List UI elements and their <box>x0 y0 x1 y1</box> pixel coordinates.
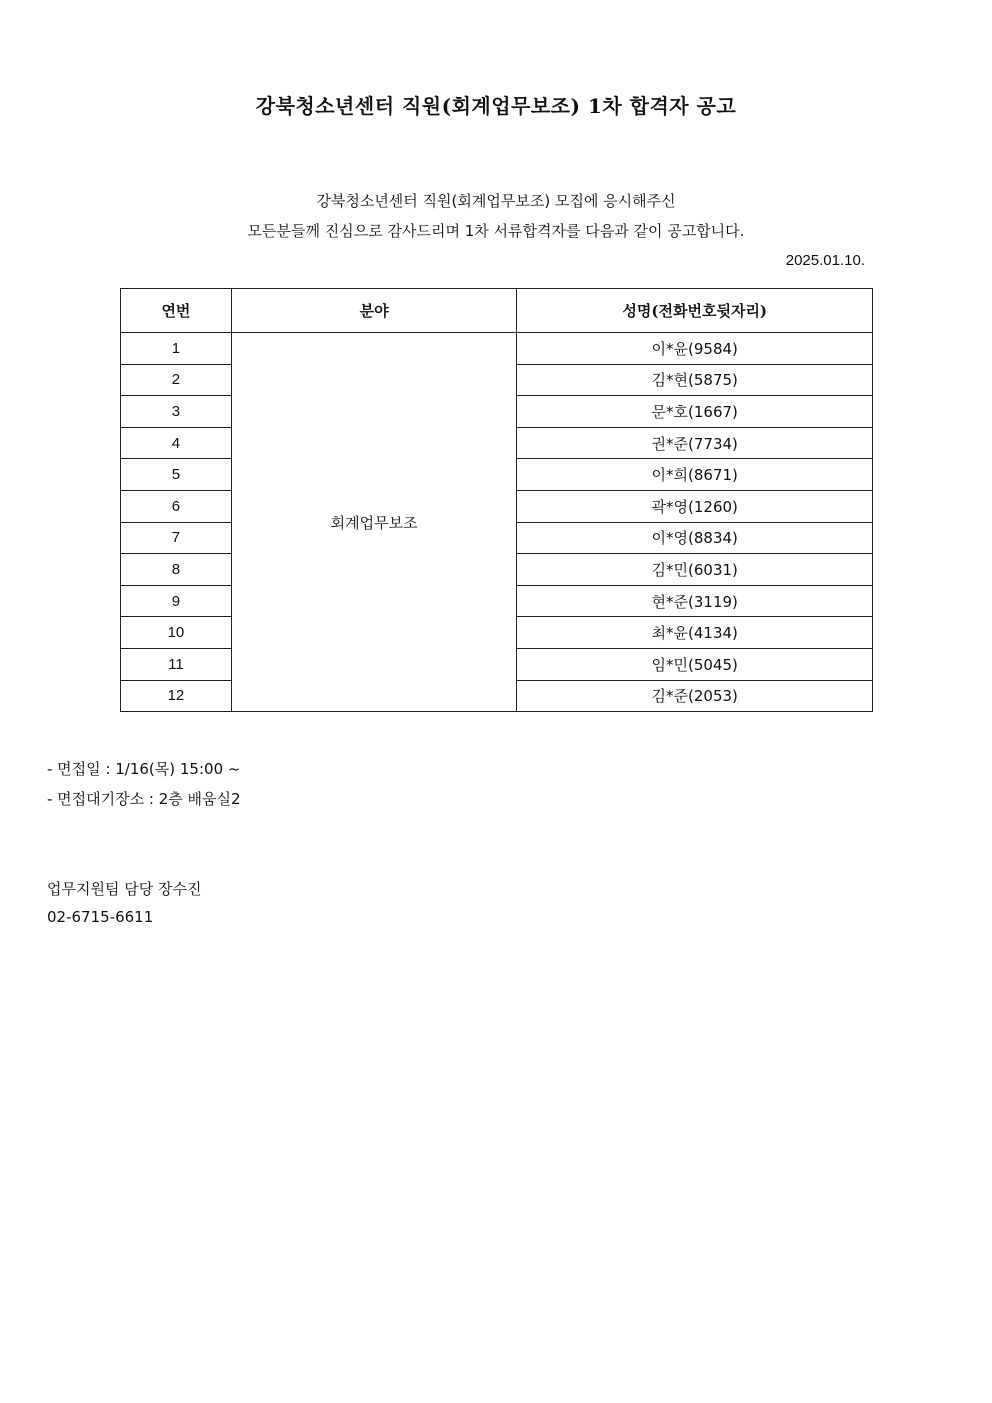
row-name: 최*윤(4134) <box>517 617 873 649</box>
row-no: 2 <box>121 364 232 396</box>
row-no: 10 <box>121 617 232 649</box>
intro-line-1: 강북청소년센터 직원(회계업무보조) 모집에 응시해주신 <box>316 192 676 210</box>
row-name: 이*영(8834) <box>517 522 873 554</box>
row-no: 7 <box>121 522 232 554</box>
row-name: 곽*영(1260) <box>517 490 873 522</box>
row-no: 4 <box>121 427 232 459</box>
row-no: 11 <box>121 648 232 680</box>
table-row <box>121 333 873 365</box>
row-name: 김*민(6031) <box>517 554 873 586</box>
row-no: 1 <box>121 333 232 365</box>
header-name: 성명(전화번호뒷자리) <box>517 289 873 333</box>
contact-phone: 02-6715-6611 <box>47 908 154 926</box>
row-no: 8 <box>121 554 232 586</box>
row-name: 김*현(5875) <box>517 364 873 396</box>
intro-line-2: 모든분들께 진심으로 감사드리며 1차 서류합격자를 다음과 같이 공고합니다. <box>247 222 745 240</box>
row-name: 이*희(8671) <box>517 459 873 491</box>
page-title: 강북청소년센터 직원(회계업무보조) 1차 합격자 공고 <box>255 94 737 118</box>
table-header-row <box>121 289 873 333</box>
row-name: 김*준(2053) <box>517 680 873 712</box>
row-no: 5 <box>121 459 232 491</box>
row-name: 현*준(3119) <box>517 585 873 617</box>
row-name: 권*준(7734) <box>517 427 873 459</box>
row-no: 6 <box>121 490 232 522</box>
contact-person: 업무지원팀 담당 장수진 <box>47 880 202 898</box>
row-no: 9 <box>121 585 232 617</box>
row-name: 임*민(5045) <box>517 648 873 680</box>
results-table <box>120 288 873 712</box>
header-field: 분야 <box>231 289 517 333</box>
announcement-date: 2025.01.10. <box>785 252 865 269</box>
field-cell: 회계업무보조 <box>231 333 517 712</box>
row-name: 문*호(1667) <box>517 396 873 428</box>
interview-date-note: - 면접일 : 1/16(목) 15:00 ~ <box>47 760 241 778</box>
row-name: 이*윤(9584) <box>517 333 873 365</box>
row-no: 3 <box>121 396 232 428</box>
header-no: 연번 <box>121 289 232 333</box>
row-no: 12 <box>121 680 232 712</box>
waiting-room-note: - 면접대기장소 : 2층 배움실2 <box>47 790 241 808</box>
